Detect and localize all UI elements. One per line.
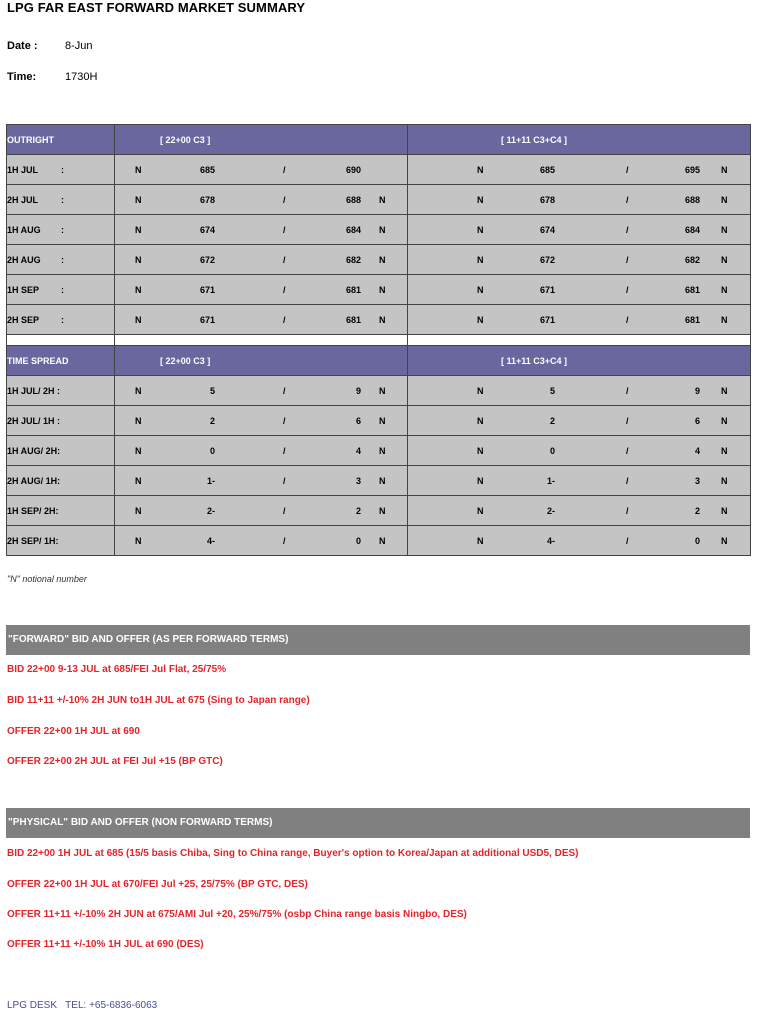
notional-flag: N	[477, 194, 484, 205]
notional-flag: N	[721, 475, 728, 486]
bid-value: 674	[199, 224, 215, 235]
notional-flag: N	[135, 254, 142, 265]
notional-flag: N	[721, 254, 728, 265]
bid-value: 672	[539, 254, 555, 265]
row-colon: :	[61, 314, 64, 325]
date-value: 8-Jun	[65, 40, 93, 52]
physical-section-header: "PHYSICAL" BID AND OFFER (NON FORWARD TERMS)	[6, 808, 750, 838]
row-label: 1H AUG/ 2H:	[7, 445, 61, 456]
row-colon: :	[61, 284, 64, 295]
row-label: 2H AUG	[7, 254, 41, 265]
separator: /	[626, 475, 629, 486]
bid-value: 672	[199, 254, 215, 265]
notional-flag: N	[477, 415, 484, 426]
separator: /	[626, 445, 629, 456]
separator: /	[626, 164, 629, 175]
market-table	[6, 124, 751, 556]
bid-value: -2	[206, 505, 215, 516]
row-label: 1H AUG	[7, 224, 41, 235]
notional-flag: N	[379, 254, 386, 265]
offer-value: 6	[694, 415, 700, 426]
bid-value: -4	[546, 535, 555, 546]
physical-line: OFFER 22+00 1H JUL at 670/FEI Jul +25, 25/75% (BP GTC, DES)	[7, 879, 308, 890]
table-row	[7, 305, 751, 335]
physical-line: OFFER 11+11 +/-10% 2H JUN at 675/AMI Jul +20, 25%/75% (osbp China range basis Ningbo, DES)	[7, 909, 467, 920]
bid-value: 0	[549, 445, 555, 456]
timespread-col1-header: [ 22+00 C3 ]	[160, 355, 211, 366]
notional-flag: N	[477, 254, 484, 265]
separator: /	[626, 314, 629, 325]
notional-flag: N	[135, 314, 142, 325]
separator: /	[626, 224, 629, 235]
row-label: 2H JUL/ 1H :	[7, 415, 61, 426]
notional-flag: N	[135, 284, 142, 295]
notional-flag: N	[721, 505, 728, 516]
notional-flag: N	[135, 415, 142, 426]
notional-flag: N	[379, 284, 386, 295]
notional-flag: N	[721, 284, 728, 295]
notional-flag: N	[477, 385, 484, 396]
separator: /	[283, 254, 286, 265]
table-row	[7, 466, 751, 496]
offer-value: 682	[345, 254, 361, 265]
offer-value: 9	[694, 385, 700, 396]
row-label: 1H SEP/ 2H:	[7, 505, 59, 516]
page-title: LPG FAR EAST FORWARD MARKET SUMMARY	[7, 0, 306, 15]
table-row	[7, 155, 751, 185]
notional-flag: N	[477, 505, 484, 516]
row-label: 2H SEP/ 1H:	[7, 535, 59, 546]
outright-header-row	[7, 125, 751, 155]
row-colon: :	[61, 224, 64, 235]
outright-col1-header: [ 22+00 C3 ]	[160, 134, 211, 145]
forward-line: BID 22+00 9-13 JUL at 685/FEI Jul Flat, 25/75%	[7, 664, 227, 675]
offer-value: 690	[345, 164, 361, 175]
notional-flag: N	[135, 385, 142, 396]
notional-flag: N	[379, 415, 386, 426]
separator: /	[283, 194, 286, 205]
separator: /	[283, 415, 286, 426]
row-label: 1H JUL	[7, 164, 39, 175]
separator: /	[283, 314, 286, 325]
row-colon: :	[61, 254, 64, 265]
table-row	[7, 215, 751, 245]
bid-value: 678	[199, 194, 215, 205]
table-row	[7, 406, 751, 436]
table-row	[7, 245, 751, 275]
offer-value: 0	[355, 535, 361, 546]
notional-flag: N	[135, 164, 142, 175]
offer-value: 2	[694, 505, 700, 516]
offer-value: 681	[345, 284, 361, 295]
separator: /	[283, 445, 286, 456]
bid-value: 685	[199, 164, 215, 175]
bid-value: 0	[209, 445, 215, 456]
notional-flag: N	[379, 385, 386, 396]
notional-flag: N	[135, 475, 142, 486]
bid-value: 685	[539, 164, 555, 175]
separator: /	[283, 535, 286, 546]
separator: /	[283, 224, 286, 235]
physical-line: OFFER 11+11 +/-10% 1H JUL at 690 (DES)	[7, 939, 204, 950]
offer-value: 6	[355, 415, 361, 426]
notional-flag: N	[379, 224, 386, 235]
row-label: 1H JUL/ 2H :	[7, 385, 61, 396]
bid-value: 674	[539, 224, 555, 235]
table-gap	[7, 335, 751, 346]
notional-flag: N	[721, 194, 728, 205]
bid-value: -1	[206, 475, 215, 486]
offer-value: 4	[355, 445, 361, 456]
notional-flag: N	[721, 445, 728, 456]
offer-value: 0	[694, 535, 700, 546]
row-label: 1H SEP	[7, 284, 40, 295]
table-row	[7, 496, 751, 526]
bid-value: 671	[539, 284, 555, 295]
bid-value: 2	[209, 415, 215, 426]
physical-line: BID 22+00 1H JUL at 685 (15/5 basis Chiba, Sing to China range, Buyer's option to Korea/Japan at additional USD5, DES)	[7, 848, 579, 859]
notional-flag: N	[721, 535, 728, 546]
notional-flag: N	[721, 415, 728, 426]
bid-value: -2	[546, 505, 555, 516]
bid-value: 671	[539, 314, 555, 325]
separator: /	[626, 535, 629, 546]
table-row	[7, 185, 751, 215]
bid-value: 678	[539, 194, 555, 205]
notional-flag: N	[379, 535, 386, 546]
separator: /	[626, 254, 629, 265]
forward-line: OFFER 22+00 1H JUL at 690	[7, 726, 140, 737]
offer-value: 684	[684, 224, 700, 235]
offer-value: 3	[694, 475, 700, 486]
notional-flag: N	[379, 505, 386, 516]
row-colon: :	[61, 194, 64, 205]
notional-flag: N	[135, 445, 142, 456]
offer-value: 688	[345, 194, 361, 205]
table-row	[7, 526, 751, 556]
outright-col2-header: [ 11+11 C3+C4 ]	[501, 134, 568, 145]
notional-flag: N	[379, 194, 386, 205]
notional-flag: N	[721, 385, 728, 396]
offer-value: 3	[355, 475, 361, 486]
separator: /	[283, 385, 286, 396]
notional-flag: N	[135, 224, 142, 235]
row-label: 2H SEP	[7, 314, 40, 325]
notional-flag: N	[135, 194, 142, 205]
timespread-col2-header: [ 11+11 C3+C4 ]	[501, 355, 568, 366]
table-row	[7, 376, 751, 406]
offer-value: 9	[355, 385, 361, 396]
forward-section-header: "FORWARD" BID AND OFFER (AS PER FORWARD TERMS)	[6, 625, 750, 655]
bid-value: 671	[199, 314, 215, 325]
notional-flag: N	[721, 164, 728, 175]
separator: /	[626, 505, 629, 516]
separator: /	[283, 505, 286, 516]
notional-flag: N	[135, 505, 142, 516]
bid-value: 5	[209, 385, 215, 396]
desk-contact: LPG DESK TEL: +65-6836-6063	[7, 1000, 158, 1011]
separator: /	[626, 284, 629, 295]
row-label: 2H JUL	[7, 194, 39, 205]
notional-flag: N	[379, 314, 386, 325]
offer-value: 682	[684, 254, 700, 265]
offer-value: 695	[684, 164, 700, 175]
notional-flag: N	[477, 475, 484, 486]
separator: /	[626, 415, 629, 426]
offer-value: 681	[345, 314, 361, 325]
notional-flag: N	[721, 224, 728, 235]
separator: /	[283, 475, 286, 486]
bid-value: 2	[549, 415, 555, 426]
table-row	[7, 436, 751, 466]
offer-value: 681	[684, 284, 700, 295]
forward-line: BID 11+11 +/-10% 2H JUN to1H JUL at 675 (Sing to Japan range)	[7, 695, 310, 706]
outright-header-label: OUTRIGHT	[7, 134, 54, 145]
time-label: Time:	[7, 71, 37, 83]
offer-value: 688	[684, 194, 700, 205]
bid-value: 671	[199, 284, 215, 295]
date-label: Date :	[7, 40, 38, 52]
bid-value: -4	[206, 535, 215, 546]
notional-flag: N	[477, 314, 484, 325]
notional-flag: N	[477, 224, 484, 235]
bid-value: 5	[549, 385, 555, 396]
offer-value: 4	[694, 445, 700, 456]
forward-line: OFFER 22+00 2H JUL at FEI Jul +15 (BP GTC)	[7, 756, 223, 767]
row-colon: :	[61, 164, 64, 175]
notional-flag: N	[379, 445, 386, 456]
table-row	[7, 275, 751, 305]
bid-value: -1	[546, 475, 555, 486]
time-value: 1730H	[65, 71, 98, 83]
separator: /	[283, 284, 286, 295]
notional-flag: N	[477, 284, 484, 295]
notional-flag: N	[721, 314, 728, 325]
separator: /	[283, 164, 286, 175]
timespread-header-row	[7, 346, 751, 376]
notional-flag: N	[135, 535, 142, 546]
row-label: 2H AUG/ 1H:	[7, 475, 61, 486]
notional-flag: N	[379, 475, 386, 486]
offer-value: 681	[684, 314, 700, 325]
notional-flag: N	[477, 164, 484, 175]
notional-flag: N	[477, 445, 484, 456]
notional-note: "N" notional number	[7, 574, 87, 584]
notional-flag: N	[477, 535, 484, 546]
separator: /	[626, 194, 629, 205]
timespread-header-label: TIME SPREAD	[7, 355, 69, 366]
offer-value: 2	[355, 505, 361, 516]
offer-value: 684	[345, 224, 361, 235]
separator: /	[626, 385, 629, 396]
